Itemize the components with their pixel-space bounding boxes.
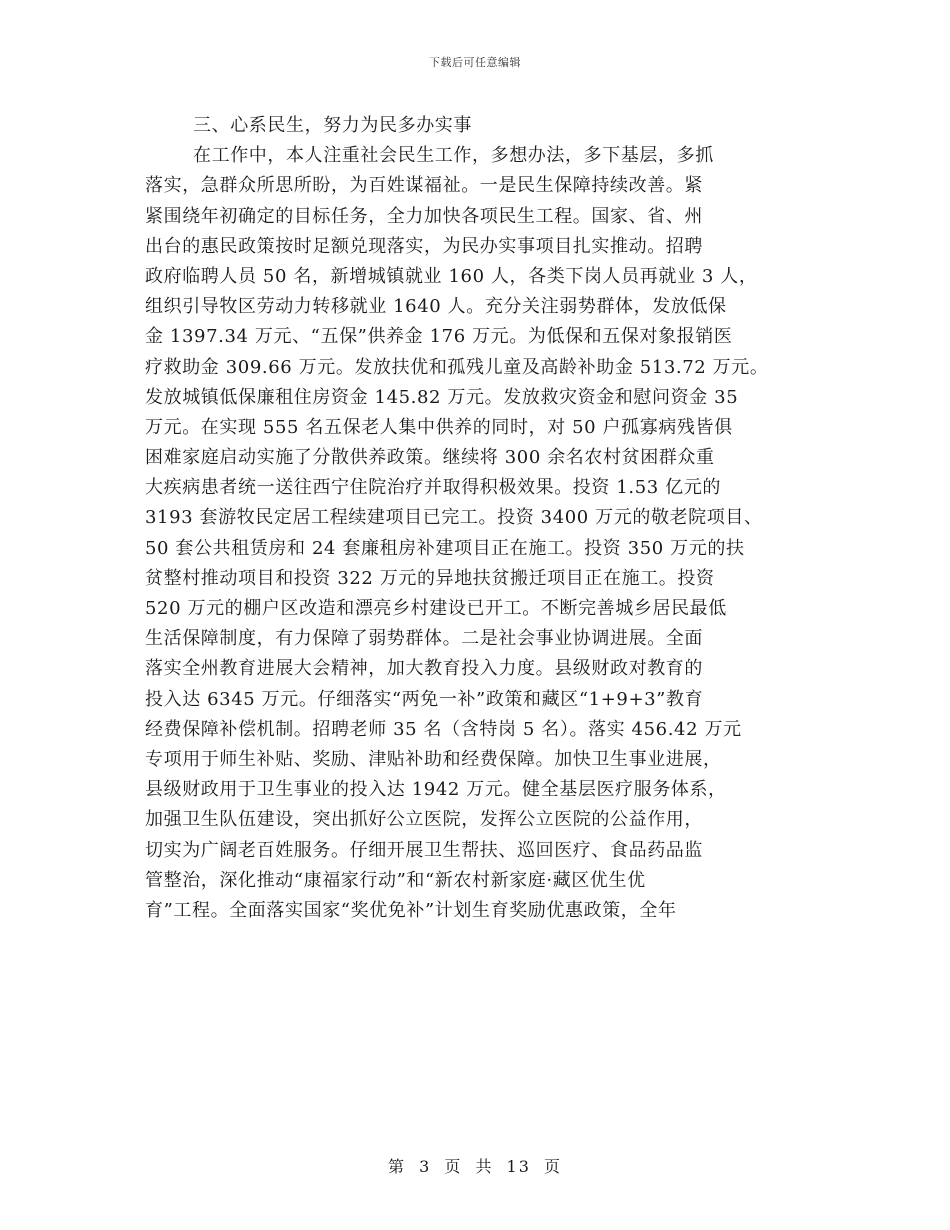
section-heading: 三、心系民生，努力为民多办实事: [193, 115, 472, 136]
paragraph-line: 投入达 6345 万元。仔细落实“两免一补”政策和藏区“1+9+3”教育: [145, 688, 704, 710]
paragraph-line: 经费保障补偿机制。招聘老师 35 名（含特岗 5 名）。落实 456.42 万元: [145, 718, 742, 740]
paragraph-line: 政府临聘人员 50 名，新增城镇就业 160 人，各类下岗人员再就业 3 人，: [145, 265, 758, 287]
paragraph-line: 金 1397.34 万元、“五保”供养金 176 万元。为低保和五保对象报销医: [145, 326, 733, 348]
paragraph-line: 520 万元的棚户区改造和漂亮乡村建设已开工。不断完善城乡居民最低: [145, 598, 727, 619]
paragraph-line: 3193 套游牧民定居工程续建项目已完工。投资 3400 万元的敬老院项目、: [145, 507, 763, 529]
paragraph-line: 落实全州教育进展大会精神，加大教育投入力度。县级财政对教育的: [145, 658, 703, 680]
paragraph-line: 在工作中，本人注重社会民生工作，多想办法，多下基层，多抓: [193, 145, 714, 167]
paragraph-line: 管整治，深化推动“康福家行动”和“新农村新家庭·藏区优生优: [145, 869, 646, 891]
paragraph-line: 贫整村推动项目和投资 322 万元的异地扶贫搬迁项目正在施工。投资: [145, 567, 715, 589]
paragraph-line: 困难家庭启动实施了分散供养政策。继续将 300 余名农村贫困群众重: [145, 447, 715, 469]
paragraph-line: 大疾病患者统一送往西宁住院治疗并取得积极效果。投资 1.53 亿元的: [145, 477, 721, 499]
paragraph-line: 县级财政用于卫生事业的投入达 1942 万元。健全基层医疗服务体系，: [145, 779, 727, 801]
paragraph-line: 紧围绕年初确定的目标任务，全力加快各项民生工程。国家、省、州: [145, 205, 703, 227]
paragraph-line: 切实为广阔老百姓服务。仔细开展卫生帮扶、巡回医疗、食品药品监: [145, 839, 703, 861]
paragraph-line: 出台的惠民政策按时足额兑现落实，为民办实事项目扎实推动。招聘: [145, 235, 703, 257]
paragraph-line: 发放城镇低保廉租住房资金 145.82 万元。发放救灾资金和慰问资金 35: [145, 386, 739, 408]
paragraph-line: 生活保障制度，有力保障了弱势群体。二是社会事业协调进展。全面: [145, 628, 703, 650]
paragraph-line: 落实，急群众所思所盼，为百姓谋福祉。一是民生保障持续改善。紧: [145, 175, 703, 197]
document-body: [145, 111, 825, 926]
paragraph-line: 万元。在实现 555 名五保老人集中供养的同时，对 50 户孤寡病残皆俱: [145, 416, 733, 438]
paragraph-line: 50 套公共租赁房和 24 套廉租房补建项目正在施工。投资 350 万元的扶: [145, 537, 745, 559]
paragraph-line: 疗救助金 309.66 万元。发放扶优和孤残儿童及高龄补助金 513.72 万元。: [145, 356, 769, 378]
paragraph-line: 专项用于师生补贴、奖励、津贴补助和经费保障。加快卫生事业进展，: [145, 748, 722, 770]
page-number-footer: 第 3 页 共 13 页: [388, 1157, 562, 1176]
paragraph-line: 组织引导牧区劳动力转移就业 1640 人。充分关注弱势群体，发放低保: [145, 296, 727, 318]
paragraph-line: 育”工程。全面落实国家“奖优免补”计划生育奖励优惠政策，全年: [145, 899, 677, 921]
page-header-note: 下载后可任意编辑: [429, 56, 521, 69]
paragraph-line: 加强卫生队伍建设，突出抓好公立医院，发挥公立医院的公益作用，: [145, 809, 703, 831]
